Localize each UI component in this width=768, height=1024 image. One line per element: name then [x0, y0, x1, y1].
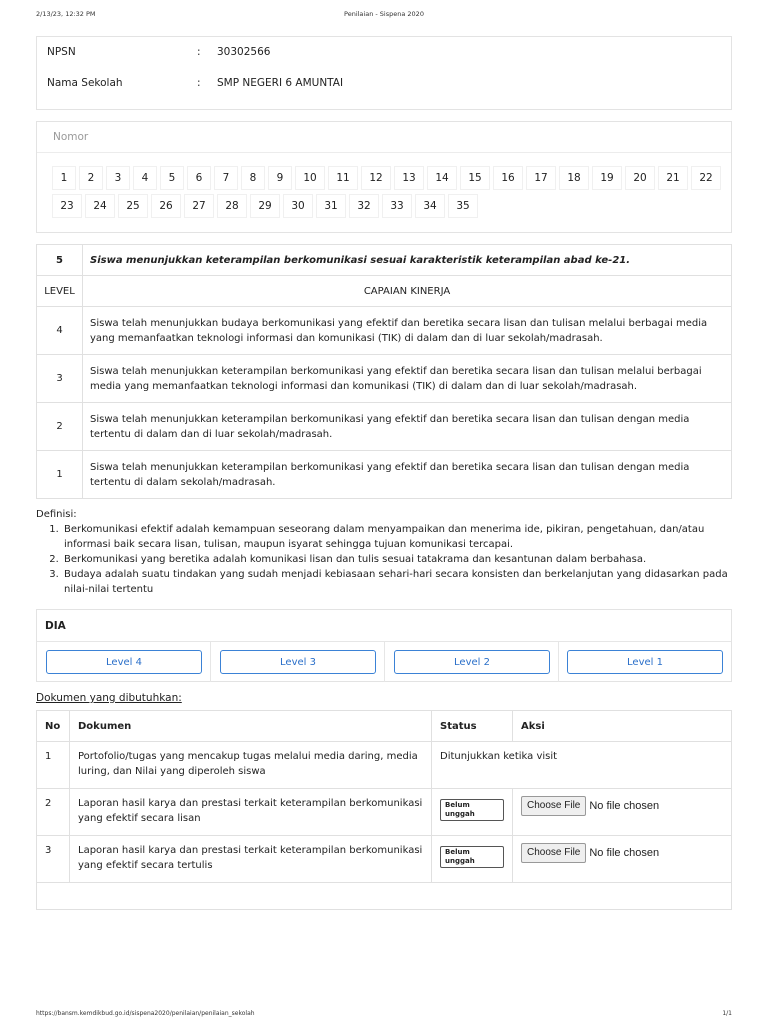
- nomor-item-10[interactable]: 10: [295, 166, 325, 190]
- school-name-label: Nama Sekolah: [47, 77, 123, 89]
- document-name: Laporan hasil karya dan prestasi terkait keterampilan berkomunikasi yang efektif secara lisan: [70, 789, 432, 836]
- nomor-title: Nomor: [53, 131, 89, 143]
- document-no: 1: [37, 742, 70, 789]
- document-row: [37, 742, 732, 789]
- level-header-row: [37, 276, 732, 307]
- nomor-item-29[interactable]: 29: [250, 194, 280, 218]
- nomor-item-32[interactable]: 32: [349, 194, 379, 218]
- col-header-status: Status: [432, 711, 513, 742]
- level-1-button[interactable]: Level 1: [567, 650, 723, 674]
- documents-empty-row: [37, 883, 732, 910]
- level-number: 1: [37, 451, 83, 499]
- nomor-item-18[interactable]: 18: [559, 166, 589, 190]
- nomor-item-21[interactable]: 21: [658, 166, 688, 190]
- file-status-text: No file chosen: [589, 846, 660, 859]
- nomor-item-22[interactable]: 22: [691, 166, 721, 190]
- definition-item: 2. Berkomunikasi yang beretika adalah komunikasi lisan dan tulis sesuai tatakrama dan kesantunan dalam berbahasa.: [62, 552, 736, 567]
- document-status: Ditunjukkan ketika visit: [432, 742, 732, 789]
- print-title: Penilaian - Sispena 2020: [344, 10, 424, 18]
- nomor-item-25[interactable]: 25: [118, 194, 148, 218]
- status-badge: Belum unggah: [440, 846, 504, 868]
- choose-file-button[interactable]: Choose File: [521, 843, 586, 863]
- nomor-item-9[interactable]: 9: [268, 166, 292, 190]
- print-page-number: 1/1: [722, 1010, 732, 1017]
- nomor-item-5[interactable]: 5: [160, 166, 184, 190]
- document-row: [37, 789, 732, 836]
- nomor-divider: [37, 152, 731, 153]
- nomor-item-17[interactable]: 17: [526, 166, 556, 190]
- nomor-item-12[interactable]: 12: [361, 166, 391, 190]
- nomor-item-2[interactable]: 2: [79, 166, 103, 190]
- nomor-item-33[interactable]: 33: [382, 194, 412, 218]
- definition-title: Definisi:: [36, 509, 77, 520]
- level-row: [37, 451, 732, 499]
- level-2-button[interactable]: Level 2: [394, 650, 550, 674]
- level-number: 2: [37, 403, 83, 451]
- print-date: 2/13/23, 12:32 PM: [36, 10, 96, 18]
- criteria-number: 5: [37, 245, 83, 276]
- definition-section: [36, 507, 736, 597]
- nomor-item-34[interactable]: 34: [415, 194, 445, 218]
- nomor-row-2: [52, 194, 481, 218]
- nomor-item-26[interactable]: 26: [151, 194, 181, 218]
- document-action-cell: [513, 836, 732, 883]
- nomor-item-27[interactable]: 27: [184, 194, 214, 218]
- level-header: LEVEL: [37, 276, 83, 307]
- dia-card: [36, 609, 732, 682]
- col-header-no: No: [37, 711, 70, 742]
- nomor-item-35[interactable]: 35: [448, 194, 478, 218]
- definition-item: 1. Berkomunikasi efektif adalah kemampuan seseorang dalam menyampaikan dan menerima ide, pikiran, pengetahuan, dan/atau informasi baik secara lisan, tulisan, maupun isyarat sehingga tujuan komunikasi tercapai.: [62, 522, 736, 552]
- criteria-header-row: [37, 245, 732, 276]
- nomor-card: [36, 121, 732, 233]
- school-name-value: SMP NEGERI 6 AMUNTAI: [217, 77, 344, 89]
- level-number: 4: [37, 307, 83, 355]
- level-row: [37, 307, 732, 355]
- dia-title: DIA: [45, 620, 66, 632]
- level-description: Siswa telah menunjukkan keterampilan berkomunikasi yang efektif dan beretika secara lisan dan tulisan dengan media tertentu di dalam sekolah/madrasah.: [83, 451, 732, 499]
- document-status-cell: [432, 789, 513, 836]
- document-action-cell: [513, 789, 732, 836]
- nomor-item-16[interactable]: 16: [493, 166, 523, 190]
- documents-title: Dokumen yang dibutuhkan:: [36, 692, 182, 704]
- level-description: Siswa telah menunjukkan keterampilan berkomunikasi yang efektif dan beretika secara lisan dan tulisan melalui berbagai media yang memanfaatkan teknologi informasi dan komunikasi (TIK) di dalam dan di luar sekolah/madrasah.: [83, 355, 732, 403]
- npsn-label: NPSN: [47, 46, 76, 58]
- definition-item: 3. Budaya adalah suatu tindakan yang sudah menjadi kebiasaan sehari-hari secara konsisten dan berkelanjutan yang didasarkan pada nilai-nilai tertentu: [62, 567, 736, 597]
- npsn-colon: :: [197, 46, 201, 58]
- nomor-row-1: [52, 166, 724, 190]
- criteria-table: [36, 244, 732, 499]
- nomor-item-14[interactable]: 14: [427, 166, 457, 190]
- nomor-item-15[interactable]: 15: [460, 166, 490, 190]
- print-url: https://bansm.kemdikbud.go.id/sispena2020/penilaian/penilaian_sekolah: [36, 1010, 255, 1017]
- nomor-item-28[interactable]: 28: [217, 194, 247, 218]
- level-number: 3: [37, 355, 83, 403]
- nomor-item-19[interactable]: 19: [592, 166, 622, 190]
- empty-cell: [37, 883, 732, 910]
- col-header-aksi: Aksi: [513, 711, 732, 742]
- documents-header-row: [37, 711, 732, 742]
- capaian-header: CAPAIAN KINERJA: [83, 276, 732, 307]
- documents-table: [36, 710, 732, 910]
- level-4-button[interactable]: Level 4: [46, 650, 202, 674]
- level-row: [37, 355, 732, 403]
- nomor-item-13[interactable]: 13: [394, 166, 424, 190]
- nomor-item-11[interactable]: 11: [328, 166, 358, 190]
- definition-list: [62, 522, 736, 597]
- level-3-button[interactable]: Level 3: [220, 650, 376, 674]
- nomor-item-24[interactable]: 24: [85, 194, 115, 218]
- col-header-dokumen: Dokumen: [70, 711, 432, 742]
- nomor-item-3[interactable]: 3: [106, 166, 130, 190]
- school-info-card: [36, 36, 732, 110]
- nomor-item-1[interactable]: 1: [52, 166, 76, 190]
- file-input[interactable]: [521, 843, 723, 863]
- file-status-text: No file chosen: [589, 799, 660, 812]
- file-input[interactable]: [521, 796, 723, 816]
- nomor-item-30[interactable]: 30: [283, 194, 313, 218]
- nomor-item-7[interactable]: 7: [214, 166, 238, 190]
- nomor-item-20[interactable]: 20: [625, 166, 655, 190]
- document-status-cell: [432, 836, 513, 883]
- document-name: Portofolio/tugas yang mencakup tugas melalui media daring, media luring, dan Nilai yang diperoleh siswa: [70, 742, 432, 789]
- status-badge: Belum unggah: [440, 799, 504, 821]
- school-name-colon: :: [197, 77, 201, 89]
- level-row: [37, 403, 732, 451]
- nomor-item-8[interactable]: 8: [241, 166, 265, 190]
- document-name: Laporan hasil karya dan prestasi terkait keterampilan berkomunikasi yang efektif secara tertulis: [70, 836, 432, 883]
- document-row: [37, 836, 732, 883]
- document-no: 2: [37, 789, 70, 836]
- level-description: Siswa telah menunjukkan keterampilan berkomunikasi yang efektif dan beretika secara lisan dan tulisan dengan media tertentu di dalam dan di luar sekolah/madrasah.: [83, 403, 732, 451]
- nomor-item-4[interactable]: 4: [133, 166, 157, 190]
- nomor-item-31[interactable]: 31: [316, 194, 346, 218]
- choose-file-button[interactable]: Choose File: [521, 796, 586, 816]
- npsn-value: 30302566: [217, 46, 271, 58]
- level-description: Siswa telah menunjukkan budaya berkomunikasi yang efektif dan beretika secara lisan dan tulisan melalui berbagai media yang memanfaatkan teknologi informasi dan komunikasi (TIK) di dalam dan di luar sekolah/madrasah.: [83, 307, 732, 355]
- nomor-item-23[interactable]: 23: [52, 194, 82, 218]
- nomor-item-6[interactable]: 6: [187, 166, 211, 190]
- document-no: 3: [37, 836, 70, 883]
- criteria-statement: Siswa menunjukkan keterampilan berkomunikasi sesuai karakteristik keterampilan abad ke-21.: [83, 245, 732, 276]
